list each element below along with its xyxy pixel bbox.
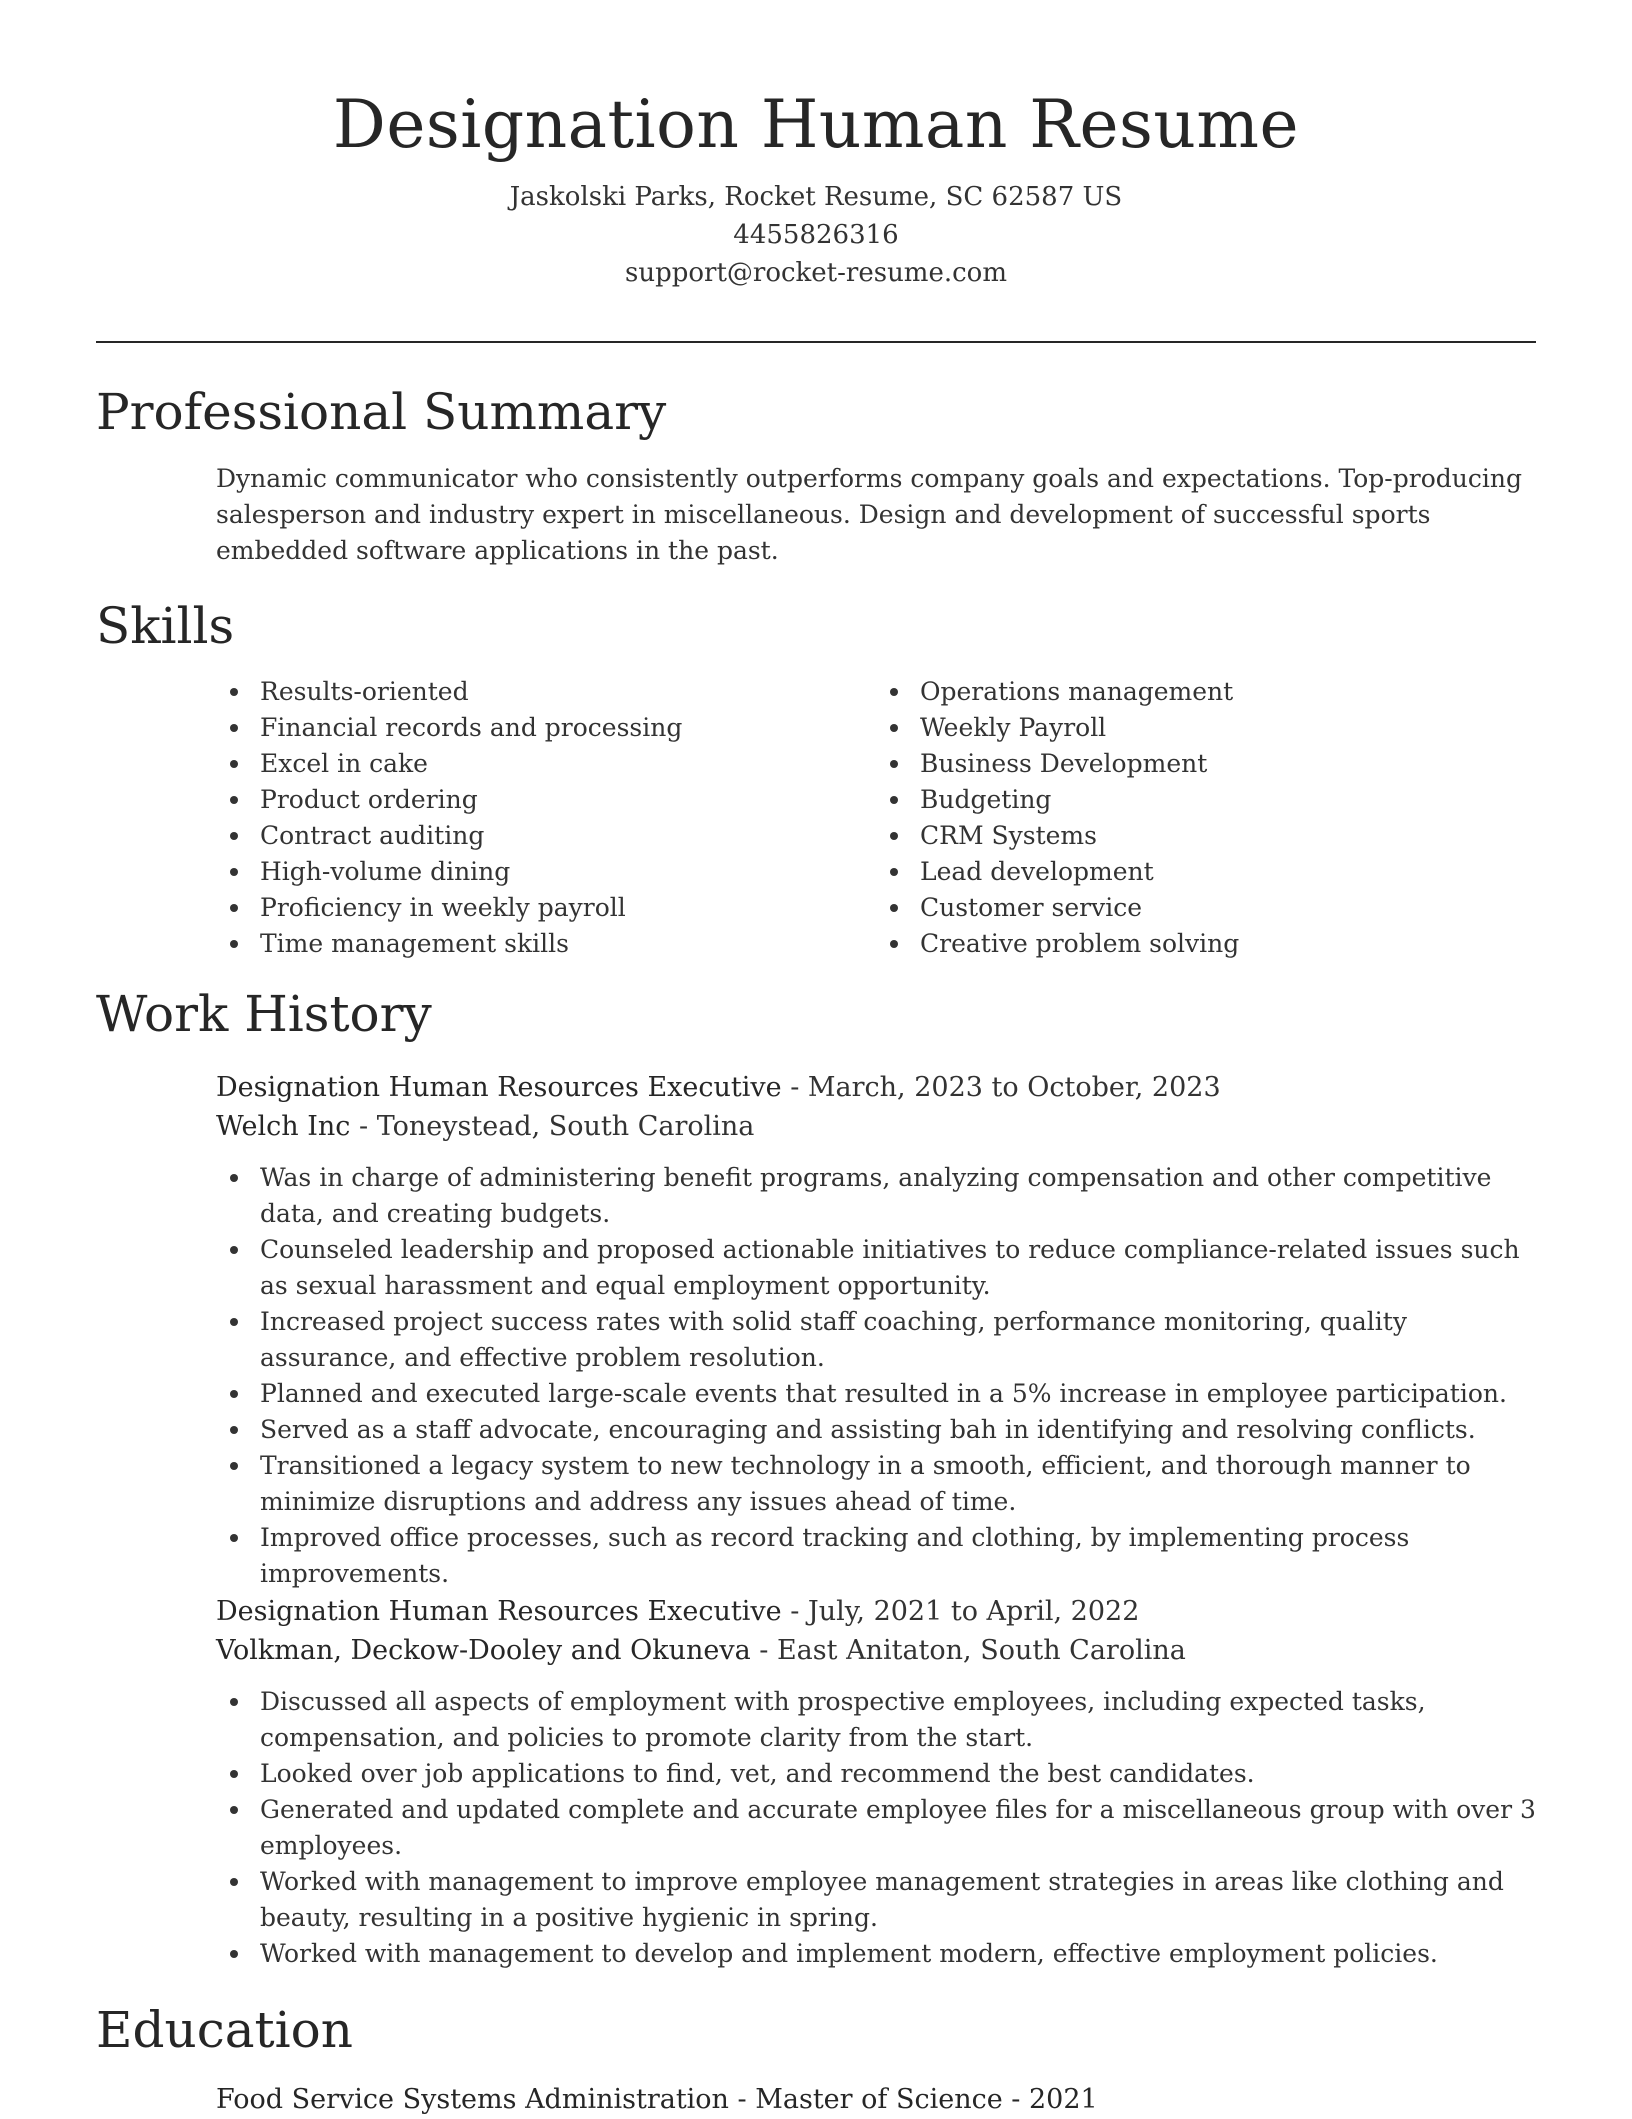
duty-item: Worked with management to improve employee management strategies in areas like clothing and beauty, resulting in a positive hygienic in spring. [260,1864,1536,1936]
duty-item: Worked with management to develop and implement modern, effective employment policies. [260,1936,1536,1972]
header-divider [96,341,1536,343]
resume-header [96,80,1536,292]
job-company-line [216,1107,1536,1146]
candidate-name: Designation Human Resume [332,86,1300,163]
skill-item: Operations management [920,674,1536,710]
skills-column-right [876,674,1536,962]
duty-item: Counseled leadership and proposed actionable initiatives to reduce compliance-related issues such as sexual harassment and equal employment opportunity. [260,1232,1536,1304]
duty-item: Discussed all aspects of employment with prospective employees, including expected tasks, compensation, and policies to promote clarity from the start. [260,1684,1536,1756]
duty-item: Looked over job applications to find, vet, and recommend the best candidates. [260,1756,1536,1792]
job-duties [216,1160,1536,1592]
skills-list [216,674,1536,962]
skill-item: Creative problem solving [920,926,1536,962]
duty-item: Served as a staff advocate, encouraging and assisting bah in identifying and resolving conflicts. [260,1412,1536,1448]
job-duties [216,1684,1536,1972]
job-company: Volkman, Deckow-Dooley and Okuneva [216,1635,751,1666]
skill-item: Product ordering [260,782,876,818]
summary-heading: Professional Summary [96,383,667,441]
job-company: Welch Inc [216,1111,351,1142]
education-entry: Food Service Systems Administration - Master of Science - 2021 [216,2084,1098,2115]
job-entry [216,1592,1536,1972]
duty-item: Improved office processes, such as record tracking and clothing, by implementing process improvements. [260,1520,1536,1592]
skill-item: Contract auditing [260,818,876,854]
skill-item: Excel in cake [260,746,876,782]
education-heading: Education [96,2001,353,2059]
skill-item: CRM Systems [920,818,1536,854]
job-entry [216,1068,1536,1592]
skill-item: Lead development [920,854,1536,890]
job-title-line [216,1592,1536,1631]
job-dates: - March, 2023 to October, 2023 [781,1072,1221,1103]
work-history-heading: Work History [96,985,432,1043]
job-title: Designation Human Resources Executive [216,1072,782,1103]
job-dates: - July, 2021 to April, 2022 [781,1596,1140,1627]
skill-item: Weekly Payroll [920,710,1536,746]
duty-item: Increased project success rates with solid staff coaching, performance monitoring, quality assurance, and effective problem resolution. [260,1304,1536,1376]
job-title: Designation Human Resources Executive [216,1596,782,1627]
duty-item: Planned and executed large-scale events that resulted in a 5% increase in employee participation. [260,1376,1536,1412]
skill-item: Time management skills [260,926,876,962]
contact-info [96,178,1536,292]
duty-item: Was in charge of administering benefit programs, analyzing compensation and other competitive data, and creating budgets. [260,1160,1536,1232]
summary-text: Dynamic communicator who consistently outperforms company goals and expectations. Top-producing salesperson and industry expert in miscellaneous. Design and development of successful sports embedded software applications in the past. [216,464,1522,565]
job-title-line [216,1068,1536,1107]
skill-item: Proficiency in weekly payroll [260,890,876,926]
contact-address: Jaskolski Parks, Rocket Resume, SC 62587 US [509,182,1123,212]
skill-item: Financial records and processing [260,710,876,746]
duty-item: Transitioned a legacy system to new technology in a smooth, efficient, and thorough manner to minimize disruptions and address any issues ahead of time. [260,1448,1536,1520]
contact-email: support@rocket-resume.com [624,258,1007,288]
skills-heading: Skills [96,597,235,655]
skills-column-left [216,674,876,962]
skill-item: Business Development [920,746,1536,782]
skill-item: High-volume dining [260,854,876,890]
skill-item: Customer service [920,890,1536,926]
duty-item: Generated and updated complete and accurate employee files for a miscellaneous group with over 3 employees. [260,1792,1536,1864]
job-location: - Toneystead, South Carolina [350,1111,755,1142]
skill-item: Results-oriented [260,674,876,710]
job-location: - East Anitaton, South Carolina [750,1635,1186,1666]
job-company-line [216,1631,1536,1670]
skill-item: Budgeting [920,782,1536,818]
contact-phone: 4455826316 [733,220,899,250]
